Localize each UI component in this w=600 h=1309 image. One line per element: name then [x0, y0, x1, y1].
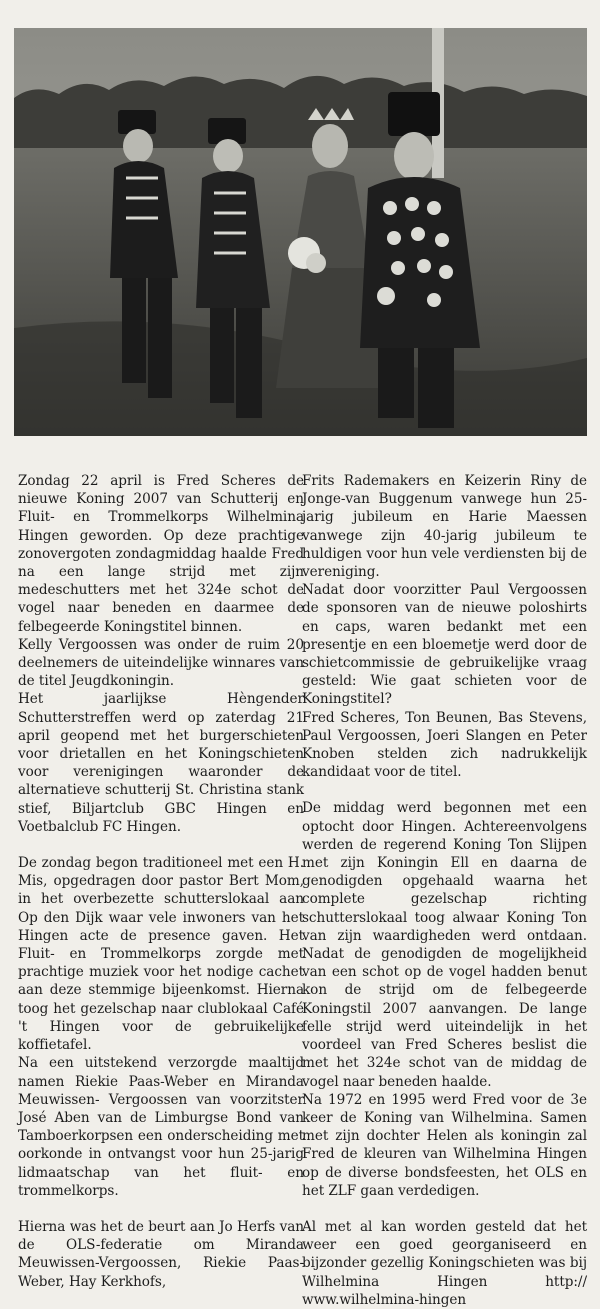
paragraph-kandidaten: Fred Scheres, Ton Beunen, Bas Stevens, Paul Vergoossen, Joeri Slangen en Peter Knoben stelden zich nadrukkelijk kandidaat voor de titel. [302, 709, 587, 781]
paragraph-zondag: De zondag begon traditioneel met een H. Mis, opgedragen door pastor Bert Mom, in het overbezette schutterslokaal aan Op den Dijk waar vele inwoners van het Hingen acte de presence gaven. Het Fluit- en Trommelkorps zorgde met prachtige muziek voor het nodige cachet aan deze stemmige bijeenkomst. Hierna toog het gezelschap naar clublokaal Café 't Hingen voor de gebruikelijke koffietafel. [18, 855, 304, 1054]
paragraph-intro: Zondag 22 april is Fred Scheres de nieuwe Koning 2007 van Schutterij en Fluit- en Trommelkorps Wilhelmina Hingen geworden. Op deze prachtige zonovergoten zondagmiddag haalde Fred na een lange strijd met zijn medeschutters met het 324e schot de vogel naar beneden en daarmee de felbegeerde Koningstitel binnen. [18, 473, 304, 635]
paragraph-optocht: De middag werd begonnen met een optocht door Hingen. Achtereenvolgens werden de regerend Koning Ton Slijpen met zijn Koningin Ell en daarna de genodigden opgehaald waarna het complete gezelschap richting schutterslokaal toog alwaar Koning Ton van zijn waardigheden werd ontdaan. Nadat de genodigden de mogelijkheid van een schot op de vogel hadden benut kon de strijd om de felbegeerde Koningstil 2007 aanvangen. De lange felle strijd werd uiteindelijk in het voordeel van Fred Scheres beslist die met het 324e schot van de middag de vogel naar beneden haalde. [302, 800, 587, 1090]
article-column-right [302, 472, 587, 1309]
paragraph-huldiging: Hierna was het de beurt aan Jo Herfs van de OLS-federatie om Miranda Meuwissen-Vergoossen, Riekie Paas-Weber, Hay Kerkhofs, [18, 1218, 304, 1290]
article-photo [14, 28, 587, 436]
article-column-left [18, 472, 304, 1291]
paragraph-sponsoren: Nadat door voorzitter Paul Vergoossen de sponsoren van de nieuwe poloshirts en caps, waren bedankt met een presentje en een bloemetje werd door de schietcommissie de gebruikelijke vraag gesteld: Wie gaat schieten voor de Koningstitel? [302, 582, 587, 708]
paragraph-schutterstreffen: Het jaarlijkse Hèngender Schutterstreffen werd op zaterdag 21 april geopend met het burgerschieten voor drietallen en het Koningschieten voor verenigingen waaronder de alternatieve schutterij St. Christina stank stief, Biljartclub GBC Hingen en Voetbalclub FC Hingen. [18, 691, 304, 835]
paragraph-jubilea: Frits Rademakers en Keizerin Riny de Jonge-van Buggenum vanwege hun 25-jarig jubileum en Harie Maessen vanwege zijn 40-jarig jubileum te huldigen voor hun vele verdiensten bij de vereniging. [302, 473, 587, 581]
paragraph-koning-wilhelmina: Na 1972 en 1995 werd Fred voor de 3e keer de Koning van Wilhelmina. Samen met zijn dochter Helen als koningin zal Fred de kleuren van Wilhelmina Hingen op de diverse bondsfeesten, het OLS en het ZLF gaan verdedigen. [302, 1091, 587, 1199]
paragraph-slot: Al met al kan worden gesteld dat het weer een goed georganiseerd en bijzonder gezellig Koningschieten was bij Wilhelmina Hingen http:// www.wilhelmina-hingen [302, 1218, 587, 1308]
paragraph-jeugdkoningin: Kelly Vergoossen was onder de ruim 20 deelnemers de uiteindelijke winnares van de titel Jeugdkoningin. [18, 636, 304, 690]
paragraph-maaltijd: Na een uitstekend verzorgde maaltijd namen Riekie Paas-Weber en Miranda Meuwissen- Vergoossen van voorzitster José Aben van de Limburgse Bond van Tamboerkorpsen een onderscheiding met oorkonde in ontvangst voor hun 25-jarig lidmaatschap van het fluit- en trommelkorps. [18, 1055, 304, 1199]
